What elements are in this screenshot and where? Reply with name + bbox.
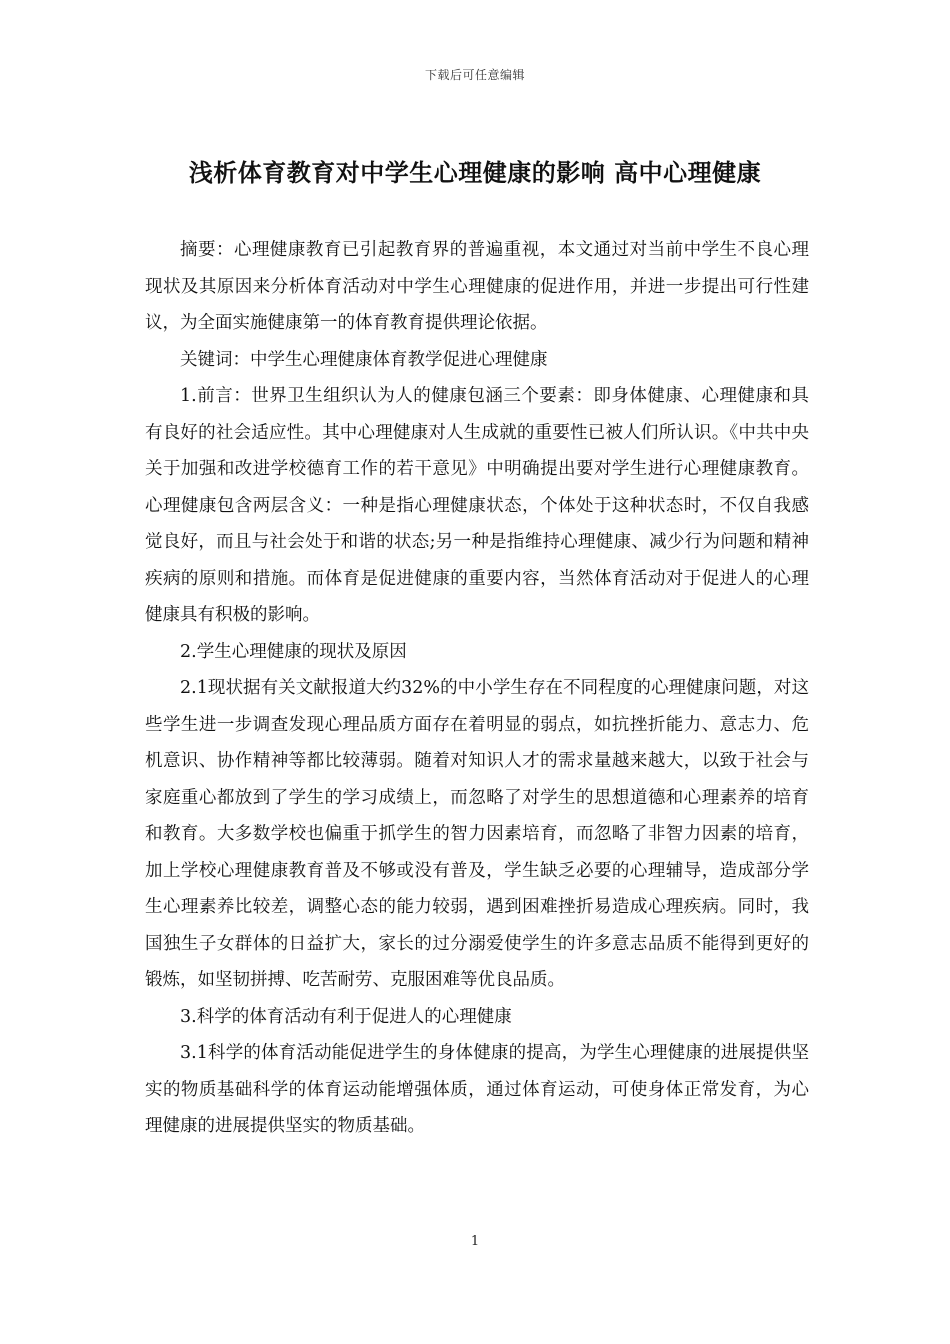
page-number: 1 <box>470 1234 480 1249</box>
section-heading-3: 3.科学的体育活动有利于促进人的心理健康 <box>180 1006 512 1027</box>
section-heading-2: 2.学生心理健康的现状及原因 <box>180 641 407 662</box>
document-title: 浅析体育教育对中学生心理健康的影响 高中心理健康 <box>188 159 762 187</box>
document-body <box>145 232 809 1145</box>
abstract-paragraph: 摘要：心理健康教育已引起教育界的普遍重视，本文通过对当前中学生不良心理现状及其原因来分析体育活动对中学生心理健康的促进作用，并进一步提出可行性建议，为全面实施健康第一的体育教育提供理论依据。 <box>145 240 809 333</box>
header-note: 下载后可任意编辑 <box>424 68 525 82</box>
keywords-paragraph: 关键词：中学生心理健康体育教学促进心理健康 <box>180 349 548 370</box>
section-2-1-paragraph: 2.1现状据有关文献报道大约32%的中小学生存在不同程度的心理健康问题，对这些学生进一步调查发现心理品质方面存在着明显的弱点，如抗挫折能力、意志力、危机意识、协作精神等都比较薄弱。随着对知识人才的需求量越来越大，以致于社会与家庭重心都放到了学生的学习成绩上，而忽略了对学生的思想道德和心理素养的培育和教育。大多数学校也偏重于抓学生的智力因素培育，而忽略了非智力因素的培育，加上学校心理健康教育普及不够或没有普及，学生缺乏必要的心理辅导，造成部分学生心理素养比较差，调整心态的能力较弱，遇到困难挫折易造成心理疾病。同时，我国独生子女群体的日益扩大，家长的过分溺爱使学生的许多意志品质不能得到更好的锻炼，如坚韧拼搏、吃苦耐劳、克服困难等优良品质。 <box>145 678 809 990</box>
section-3-1-paragraph: 3.1科学的体育活动能促进学生的身体健康的提高，为学生心理健康的进展提供坚实的物质基础科学的体育运动能增强体质，通过体育运动，可使身体正常发育，为心理健康的进展提供坚实的物质基础。 <box>145 1043 809 1136</box>
preface-paragraph: 1.前言：世界卫生组织认为人的健康包涵三个要素：即身体健康、心理健康和具有良好的社会适应性。其中心理健康对人生成就的重要性已被人们所认识。《中共中央关于加强和改进学校德育工作的若干意见》中明确提出要对学生进行心理健康教育。心理健康包含两层含义：一种是指心理健康状态，个体处于这种状态时，不仅自我感觉良好，而且与社会处于和谐的状态;另一种是指维持心理健康、减少行为问题和精神疾病的原则和措施。而体育是促进健康的重要内容，当然体育活动对于促进人的心理健康具有积极的影响。 <box>145 386 809 625</box>
